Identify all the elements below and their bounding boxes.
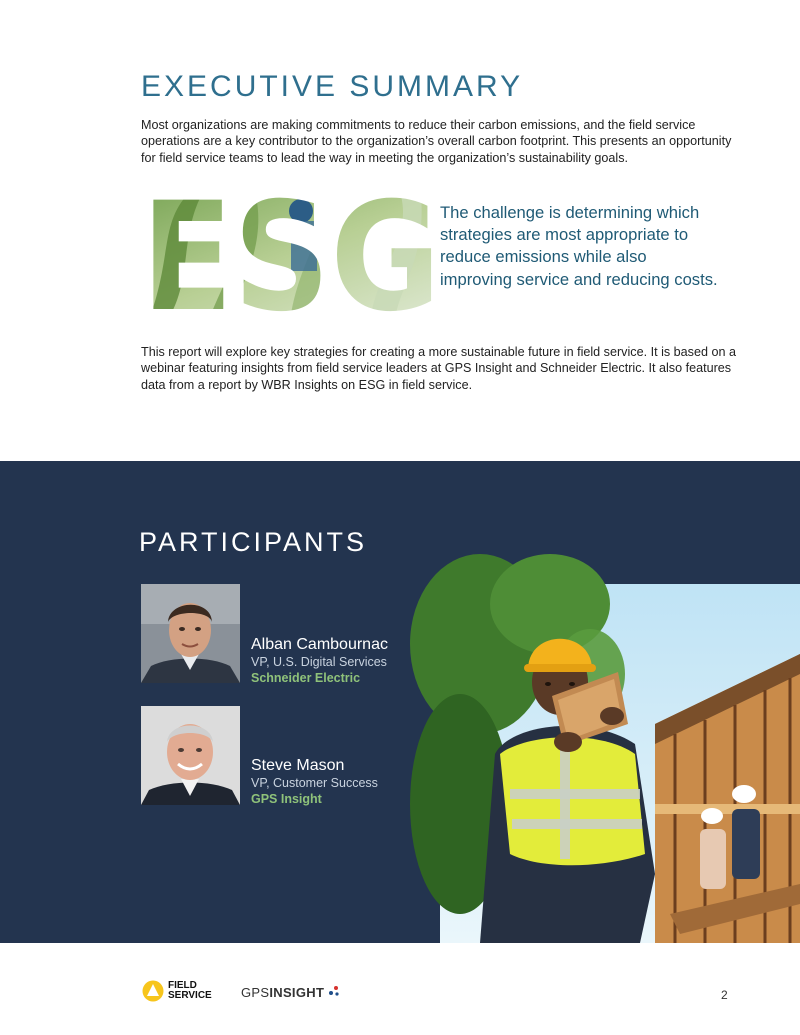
esg-graphic: [141, 196, 441, 314]
field-service-logo-icon: [142, 980, 164, 1002]
field-service-logo-line2: SERVICE: [168, 990, 212, 1001]
participant-photo-alban: [141, 584, 240, 683]
field-worker-photo: [440, 584, 800, 943]
participants-section: [0, 461, 800, 943]
field-service-logo-line1: FIELD: [168, 980, 197, 991]
gps-logo-suffix: INSIGHT: [269, 985, 325, 1000]
report-paragraph: This report will explore key strategies for creating a more sustainable future in field service. It is based on a webinar featuring insights from field service leaders at GPS Insight and Schneider Electric. It also features data from a report by WBR Insights on ESG in field service.: [141, 345, 736, 392]
participant-name: Steve Mason: [251, 757, 345, 774]
gps-logo-dots-icon: [328, 985, 340, 997]
page-number: 2: [721, 988, 728, 1002]
callout-text: The challenge is determining which strategies are most appropriate to reduce emissions while also improving service and reducing costs.: [440, 203, 718, 289]
page-title: EXECUTIVE SUMMARY: [141, 70, 524, 103]
field-service-logo: [142, 979, 212, 1003]
gps-logo-prefix: GPS: [241, 985, 270, 1000]
participant-role: VP, U.S. Digital Services: [251, 655, 387, 669]
participant-company: GPS Insight: [251, 792, 322, 806]
participant-photo-steve: [141, 706, 240, 805]
participant-company: Schneider Electric: [251, 671, 361, 685]
participant-name: Alban Cambournac: [251, 636, 388, 653]
intro-paragraph: Most organizations are making commitments to reduce their carbon emissions, and the field service operations are a key contributor to the organization’s overall carbon footprint. This presents an opportunity for field service teams to lead the way in meeting the organization’s sustainability goals.: [141, 118, 732, 165]
participants-title: PARTICIPANTS: [139, 527, 368, 557]
gps-insight-logo: [241, 985, 340, 1000]
participant-role: VP, Customer Success: [251, 776, 378, 790]
